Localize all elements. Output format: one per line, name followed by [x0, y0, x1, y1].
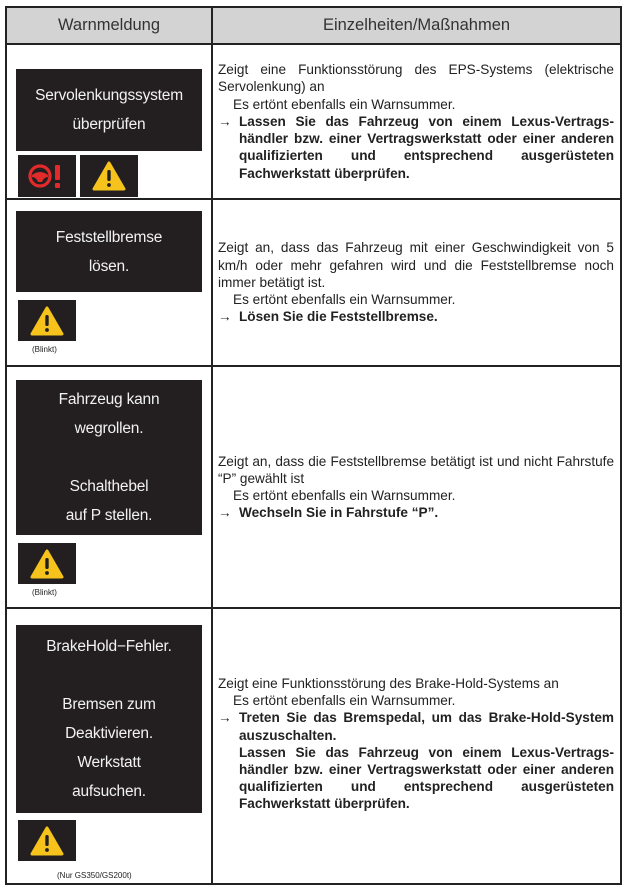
display-line: überprüfen: [72, 116, 146, 133]
action-text: Lassen Sie das Fahrzeug von einem Lexus-Vertrags-händler bzw. einer Vertragswerkstatt oder einer anderen qualifizierten und entsprechend ausgerüsteten Fachwerkstatt überprüfen.: [239, 744, 614, 812]
arrow-icon: →: [218, 113, 232, 129]
buzzer-note: Es ertönt ebenfalls ein Warnsummer.: [233, 96, 456, 112]
details-cell: [213, 45, 620, 198]
display-line: Schalthebel: [69, 478, 149, 495]
arrow-icon: →: [218, 710, 232, 726]
description: [218, 453, 614, 522]
description-intro: Zeigt an, dass das Fahrzeug mit einer Geschwindigkeit von 5 km/h oder mehr gefahren wird und die Feststellbremse noch immer betätigt ist.: [218, 240, 614, 290]
display-line: Servolenkungssystem: [35, 87, 183, 104]
display-line: Bremsen zum: [62, 696, 156, 713]
action-text: Treten Sie das Bremspedal, um das Brake-Hold-System auszuschalten.: [239, 710, 614, 743]
description-intro: Zeigt an, dass die Feststellbremse betätigt ist und nicht Fahrstufe “P” gewählt ist: [218, 453, 614, 486]
buzzer-note: Es ertönt ebenfalls ein Warnsummer.: [233, 292, 456, 308]
arrow-icon: →: [218, 309, 232, 325]
warning-triangle-icon: [18, 300, 76, 341]
warning-triangle-icon: [80, 155, 138, 197]
arrow-icon: →: [218, 505, 232, 521]
warning-cell: [7, 609, 211, 885]
display-line: auf P stellen.: [65, 507, 153, 524]
description: [218, 61, 614, 181]
table-row: [7, 200, 620, 365]
description: [218, 675, 614, 813]
display-line: aufsuchen.: [72, 783, 146, 800]
display-line: lösen.: [88, 257, 130, 275]
details-cell: [213, 367, 620, 607]
blink-note: (Blinkt): [32, 588, 57, 597]
display-line: Fahrzeug kann: [58, 391, 160, 408]
model-note: (Nur GS350/GS200t): [57, 871, 132, 880]
action-text: Wechseln Sie in Fahrstufe “P”.: [239, 505, 439, 521]
table-row: [7, 367, 620, 607]
description-intro: Zeigt eine Funktionsstörung des Brake-Hold-Systems an: [218, 676, 559, 691]
display-line: BrakeHold−Fehler.: [46, 638, 172, 655]
action: [218, 308, 614, 325]
display-line: Feststellbremse: [55, 228, 163, 246]
table-row: [7, 45, 620, 198]
display-message: [16, 380, 202, 535]
action: [218, 709, 614, 812]
warning-cell: [7, 367, 211, 607]
display-message: [16, 625, 202, 813]
table-row: [7, 609, 620, 885]
action: [218, 504, 614, 521]
action-text: Lassen Sie das Fahrzeug von einem Lexus-Vertrags-händler bzw. einer Vertragswerkstatt oder einer anderen qualifizierten und entsprechend ausgerüsteten Fachwerkstatt überprüfen.: [239, 113, 614, 181]
warning-messages-table: [5, 6, 622, 885]
description: [218, 239, 614, 325]
warning-triangle-icon: [18, 820, 76, 861]
action-text: Lösen Sie die Feststellbremse.: [239, 309, 438, 325]
display-message: [16, 211, 202, 292]
buzzer-note: Es ertönt ebenfalls ein Warnsummer.: [233, 693, 456, 709]
buzzer-note: Es ertönt ebenfalls ein Warnsummer.: [233, 488, 456, 503]
details-cell: [213, 609, 620, 885]
warning-triangle-icon: [18, 543, 76, 584]
table-header: [7, 8, 620, 43]
warning-cell: [7, 200, 211, 365]
display-line: wegrollen.: [74, 420, 144, 437]
description-intro: Zeigt eine Funktionsstörung des EPS-Systems (elektrische Servolenkung) an: [218, 62, 614, 95]
display-spacer: [16, 661, 202, 690]
display-line: Deaktivieren.: [65, 725, 153, 742]
blink-note: (Blinkt): [32, 345, 57, 354]
details-cell: [213, 200, 620, 365]
header-details: Einzelheiten/Maßnahmen: [322, 16, 511, 34]
action: [218, 113, 614, 182]
display-line: Werkstatt: [77, 754, 141, 771]
display-spacer: [16, 443, 202, 472]
steering-warning-icon: [18, 155, 76, 197]
display-message: [16, 69, 202, 151]
warning-cell: [7, 45, 211, 198]
header-warning: Warnmeldung: [57, 16, 161, 34]
